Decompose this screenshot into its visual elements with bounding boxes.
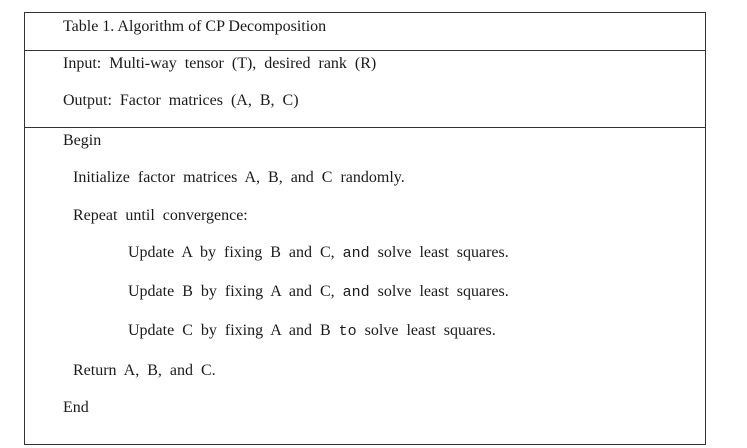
end-line: End [63, 399, 89, 416]
update-c-step [128, 321, 496, 342]
update-a-post: solve least squares. [377, 244, 509, 261]
update-c-post: solve least squares. [364, 322, 496, 339]
table-title: Table 1. Algorithm of CP Decomposition [63, 18, 327, 35]
table-title-row [25, 13, 705, 51]
io-row [25, 51, 705, 128]
update-a-mid: and [342, 245, 370, 262]
input-line: Input: Multi-way tensor (T), desired rank (R) [63, 55, 377, 72]
algorithm-body [25, 128, 705, 444]
update-b-pre: Update B by fixing A and C, [128, 283, 335, 300]
update-a-pre: Update A by fixing B and C, [128, 244, 335, 261]
return-step: Return A, B, and C. [73, 362, 216, 379]
update-b-mid: and [342, 284, 370, 301]
repeat-step: Repeat until convergence: [73, 207, 248, 224]
update-b-step [128, 282, 509, 303]
update-c-mid: to [338, 323, 357, 340]
begin-line: Begin [63, 132, 102, 149]
initialize-step: Initialize factor matrices A, B, and C randomly. [73, 169, 405, 186]
update-c-pre: Update C by fixing A and B [128, 322, 331, 339]
algorithm-table [24, 12, 706, 445]
update-b-post: solve least squares. [377, 283, 509, 300]
update-a-step [128, 243, 509, 264]
output-line: Output: Factor matrices (A, B, C) [63, 92, 299, 109]
